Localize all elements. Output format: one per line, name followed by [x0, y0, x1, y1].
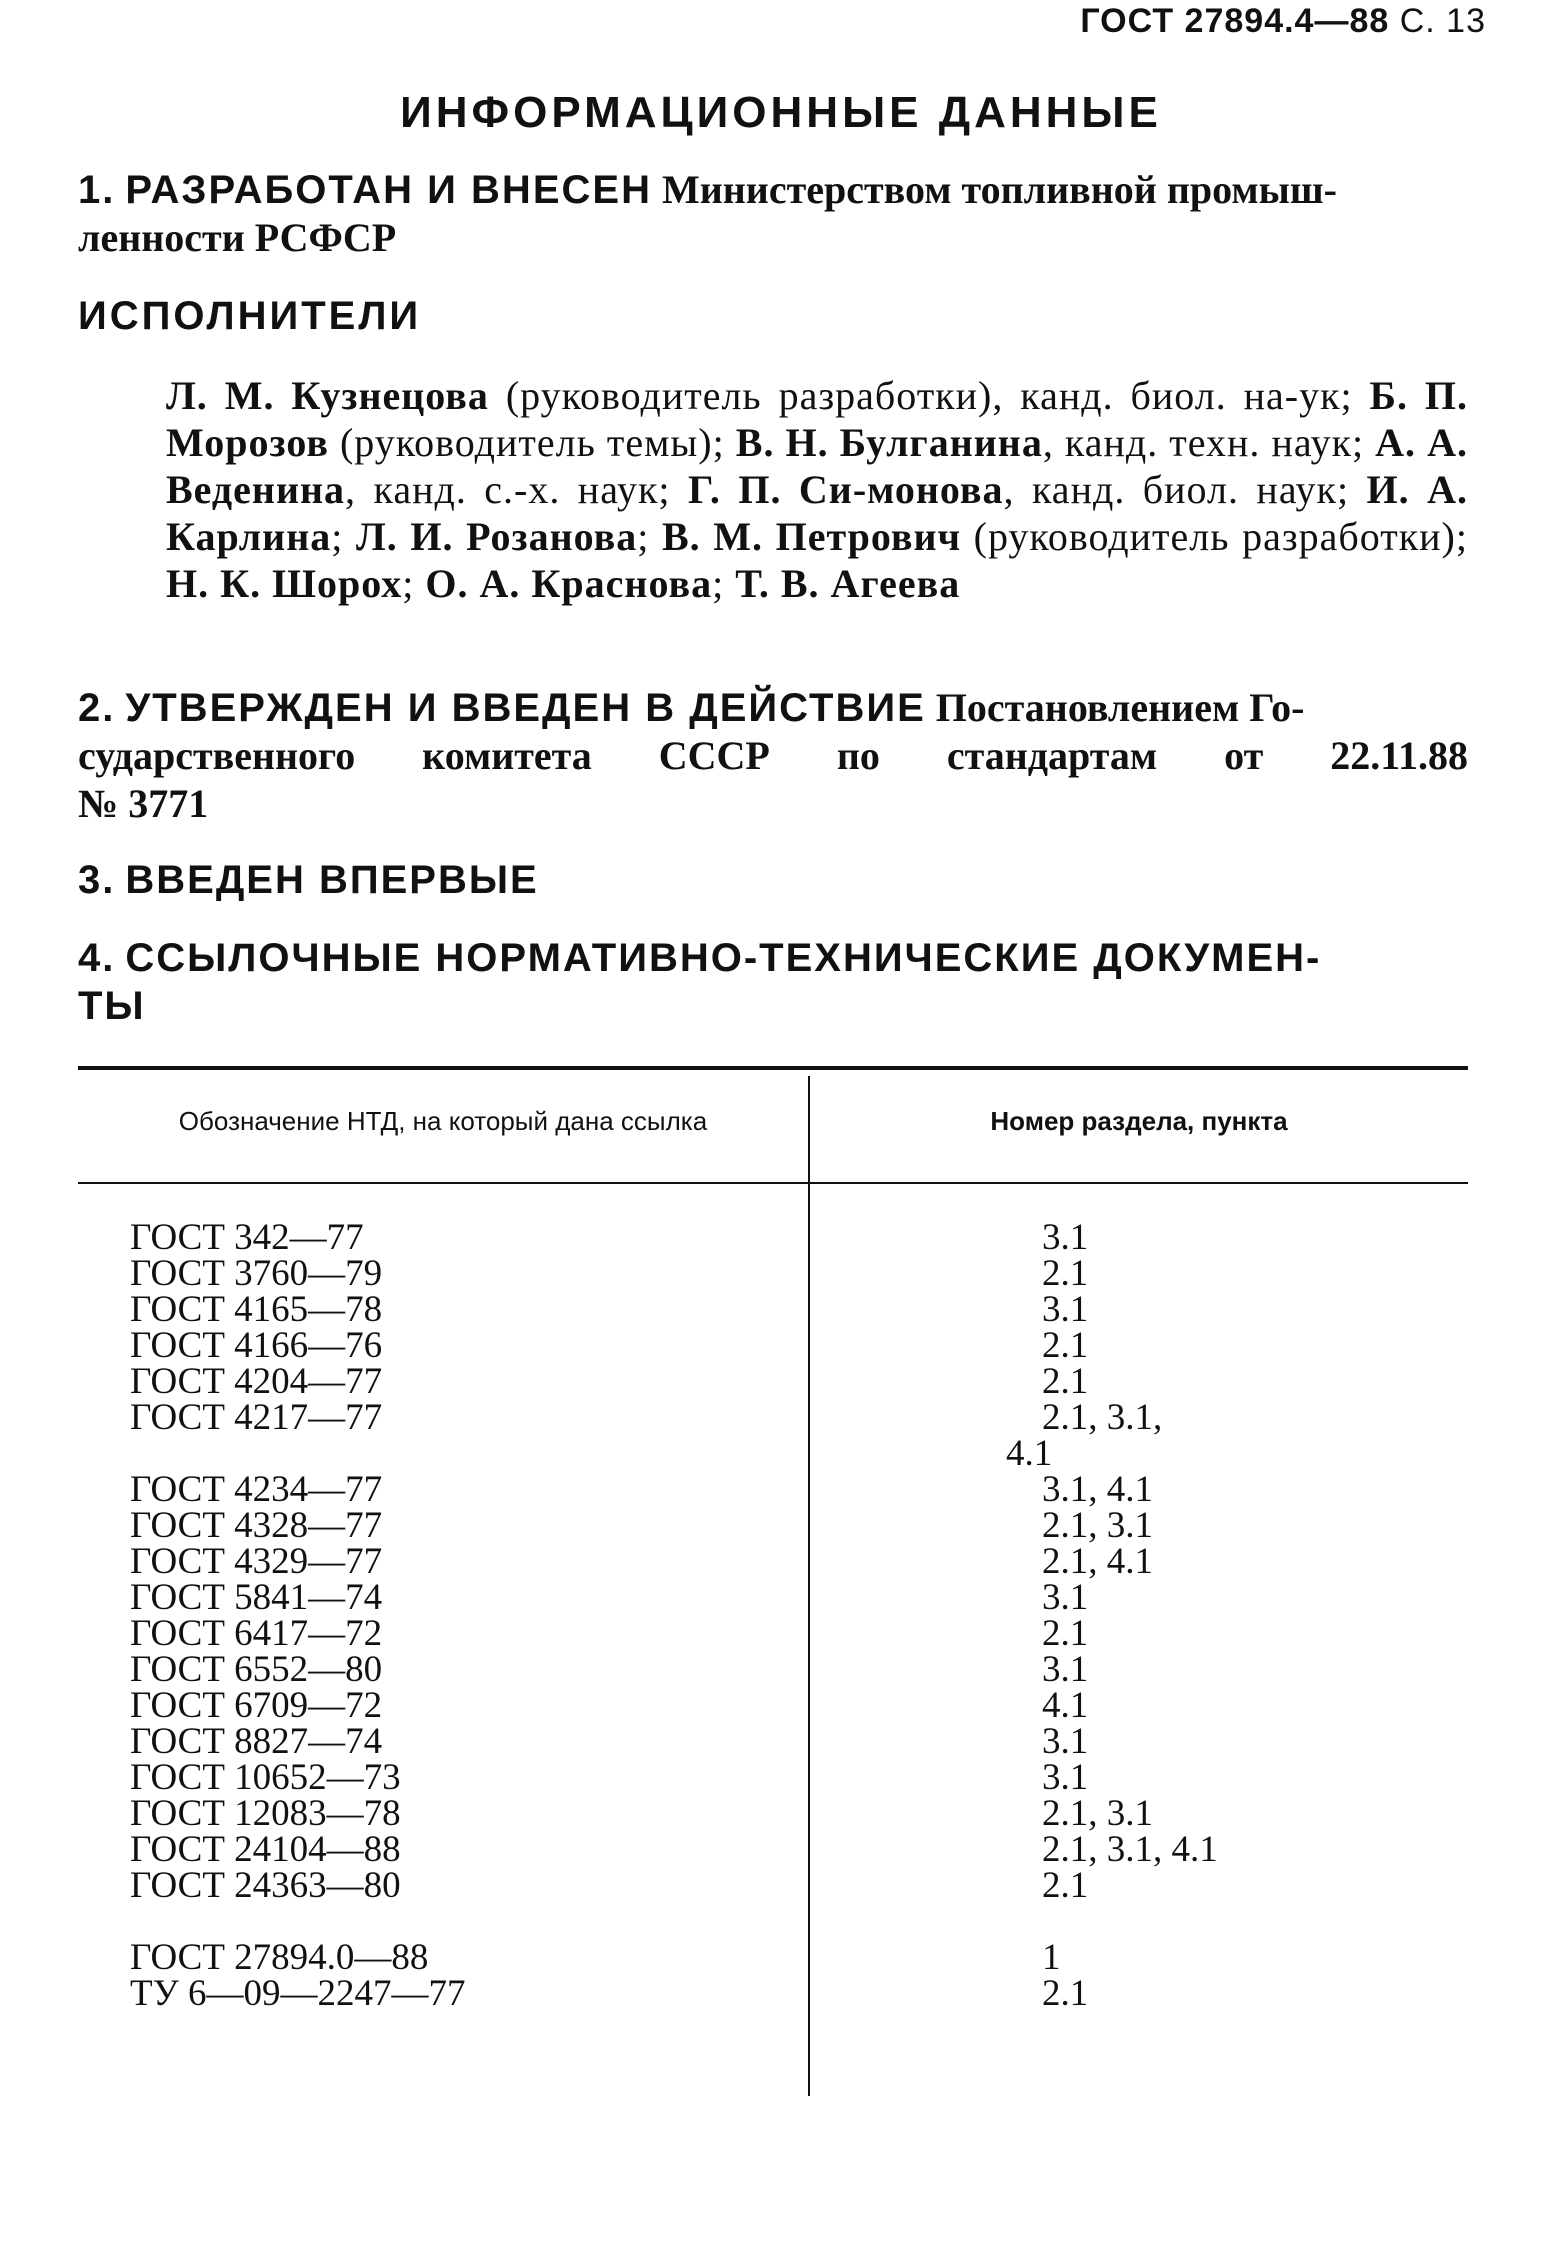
executor-name: О. А. Краснова — [425, 561, 713, 606]
doc-designation: ГОСТ 6552—80 — [130, 1649, 383, 1690]
section-number — [1042, 1613, 1089, 1654]
column-header-document: Обозначение НТД, на который дана ссылка — [178, 1106, 708, 1136]
table-row — [78, 1397, 1468, 1474]
section-number — [1042, 1937, 1061, 1978]
section-number — [1042, 1829, 1218, 1870]
doc-designation: ГОСТ 4329—77 — [130, 1541, 383, 1582]
table-row — [78, 1325, 1468, 1366]
section-number — [1042, 1865, 1089, 1906]
executor-name: Л. М. Кузнецова — [166, 373, 489, 418]
section-number-value: 2.1, 3.1 — [1042, 1505, 1153, 1546]
section-number-value: 3.1 — [1042, 1577, 1089, 1618]
executor-note: , канд. с.-х. наук; — [345, 467, 688, 512]
section-number — [1042, 1793, 1153, 1834]
doc-designation: ГОСТ 4328—77 — [130, 1505, 383, 1546]
table-row — [78, 1829, 1468, 1870]
executor-note: ; — [402, 561, 426, 606]
section-4-number: 4. — [78, 936, 116, 980]
section-number-value: 2.1 — [1042, 1361, 1089, 1402]
doc-designation: ГОСТ 4166—76 — [130, 1325, 383, 1366]
table-row — [78, 1721, 1468, 1762]
section-number — [1042, 1361, 1089, 1402]
section-number-value: 3.1 — [1042, 1757, 1089, 1798]
section-number-value: 2.1 — [1042, 1865, 1089, 1906]
section-number-value: 3.1 — [1042, 1649, 1089, 1690]
section-number-value: 4.1 — [1042, 1685, 1089, 1726]
table-row — [78, 1793, 1468, 1834]
table-row — [78, 1577, 1468, 1618]
section-2-decree-number: № 3771 — [78, 781, 209, 826]
section-number — [1042, 1649, 1089, 1690]
section-number-value: 1 — [1042, 1937, 1061, 1978]
doc-designation: ГОСТ 342—77 — [130, 1217, 364, 1258]
page-number: С. 13 — [1399, 2, 1486, 40]
doc-designation: ГОСТ 12083—78 — [130, 1793, 401, 1834]
executor-name: Л. И. Розанова — [355, 514, 638, 559]
section-3-number: 3. — [78, 858, 116, 902]
executor-note: (руководитель разработки); — [961, 514, 1468, 559]
section-2-heading: УТВЕРЖДЕН И ВВЕДЕН В ДЕЙСТВИЕ — [125, 686, 926, 730]
doc-designation: ГОСТ 6709—72 — [130, 1685, 383, 1726]
section-number-value: 3.1 — [1042, 1217, 1089, 1258]
table-row — [78, 1253, 1468, 1294]
section-number — [1042, 1253, 1089, 1294]
section-number-value: 2.1 — [1042, 1973, 1089, 2014]
executor-name: В. М. Петрович — [661, 514, 962, 559]
section-1-number: 1. — [78, 168, 116, 212]
doc-designation: ГОСТ 6417—72 — [130, 1613, 383, 1654]
section-number — [1042, 1685, 1089, 1726]
section-number — [1042, 1325, 1089, 1366]
section-number-value: 2.1, 3.1 — [1042, 1793, 1153, 1834]
executor-note: , канд. биол. наук; — [1003, 467, 1367, 512]
doc-designation: ГОСТ 4217—77 — [130, 1397, 383, 1438]
section-number-value: 3.1 — [1042, 1289, 1089, 1330]
table-row — [78, 1685, 1468, 1726]
executor-note: ; — [331, 514, 356, 559]
doc-designation: ГОСТ 24104—88 — [130, 1829, 401, 1870]
executor-note: (руководитель темы); — [328, 420, 736, 465]
section-number — [1042, 1541, 1153, 1582]
doc-designation: ТУ 6—09—2247—77 — [130, 1973, 466, 2014]
table-body — [78, 1217, 1468, 2014]
section-1-text-cont: ленности РСФСР — [78, 215, 397, 260]
section-3-heading: ВВЕДЕН ВПЕРВЫЕ — [125, 858, 539, 902]
table-row — [78, 1865, 1468, 1906]
table-row — [78, 1289, 1468, 1330]
doc-designation: ГОСТ 4234—77 — [130, 1469, 383, 1510]
section-number-value: 2.1 — [1042, 1253, 1089, 1294]
doc-designation: ГОСТ 10652—73 — [130, 1757, 401, 1798]
doc-designation: ГОСТ 4165—78 — [130, 1289, 383, 1330]
table-top-rule — [78, 1066, 1468, 1070]
executors-heading: ИСПОЛНИТЕЛИ — [78, 294, 422, 338]
section-number — [1042, 1757, 1089, 1798]
doc-designation: ГОСТ 27894.0—88 — [130, 1937, 429, 1978]
table-row — [78, 1973, 1468, 2014]
executor-note: ; — [712, 561, 736, 606]
executor-note: (руководитель разработки), канд. биол. на-ук; — [488, 373, 1370, 418]
section-number-value: 3.1 — [1042, 1721, 1089, 1762]
section-2 — [78, 684, 1468, 828]
section-number — [1042, 1469, 1153, 1510]
section-number — [1042, 1289, 1089, 1330]
section-number — [1006, 1397, 1163, 1474]
executor-name: Г. П. Си-монова — [687, 467, 1004, 512]
executor-note: , канд. техн. наук; — [1042, 420, 1376, 465]
section-1-heading: РАЗРАБОТАН И ВНЕСЕН — [125, 168, 652, 212]
section-number — [1042, 1217, 1089, 1258]
section-2-number: 2. — [78, 686, 116, 730]
doc-designation: ГОСТ 3760—79 — [130, 1253, 383, 1294]
executor-name: В. Н. Булганина — [735, 420, 1043, 465]
page-header — [1080, 2, 1486, 41]
section-4-heading-cont: ТЫ — [78, 984, 146, 1028]
section-number-value: 2.1 — [1042, 1325, 1089, 1366]
doc-designation: ГОСТ 5841—74 — [130, 1577, 383, 1618]
table-header-rule — [78, 1182, 1468, 1184]
section-1-text: Министерством топливной промыш- — [661, 167, 1337, 212]
table-row — [78, 1361, 1468, 1402]
executor-note: ; — [637, 514, 662, 559]
executor-name: И. А. Карлина — [166, 467, 1468, 559]
executor-name: Н. К. Шорох — [166, 561, 403, 606]
executors-list — [166, 372, 1468, 607]
table-row — [78, 1217, 1468, 1258]
section-number-value: 2.1, 4.1 — [1042, 1541, 1153, 1582]
doc-designation: ГОСТ 24363—80 — [130, 1865, 401, 1906]
section-number-value: 2.1, 3.1, 4.1 — [1042, 1829, 1218, 1870]
section-4 — [78, 934, 1468, 1030]
section-number — [1042, 1721, 1089, 1762]
section-number — [1042, 1505, 1153, 1546]
column-header-section: Номер раздела, пункта — [990, 1106, 1288, 1136]
doc-designation: ГОСТ 4204—77 — [130, 1361, 383, 1402]
table-row — [78, 1541, 1468, 1582]
executor-name: Б. П. Морозов — [166, 373, 1468, 465]
section-1 — [78, 166, 1468, 262]
section-number — [1042, 1973, 1089, 2014]
section-3 — [78, 856, 1468, 904]
table-row — [78, 1505, 1468, 1546]
section-2-text: Постановлением Го- — [935, 685, 1305, 730]
section-number — [1042, 1577, 1089, 1618]
table-row — [78, 1649, 1468, 1690]
section-number-value: 2.1, 3.1, — [1042, 1397, 1163, 1438]
table-row — [78, 1937, 1468, 1978]
document-code: ГОСТ 27894.4—88 — [1080, 2, 1390, 40]
executor-name: Т. В. Агеева — [735, 561, 961, 606]
page-title: ИНФОРМАЦИОННЫЕ ДАННЫЕ — [400, 88, 1162, 137]
executor-name: А. А. Веденина — [166, 420, 1468, 512]
section-2-text-cont: сударственного комитета СССР по стандартам от 22.11.88 — [78, 733, 1468, 778]
doc-designation: ГОСТ 8827—74 — [130, 1721, 383, 1762]
section-4-heading: ССЫЛОЧНЫЕ НОРМАТИВНО-ТЕХНИЧЕСКИЕ ДОКУМЕН- — [125, 936, 1322, 980]
table-row — [78, 1613, 1468, 1654]
section-number-value: 2.1 — [1042, 1613, 1089, 1654]
section-number-value: 3.1, 4.1 — [1042, 1469, 1153, 1510]
table-row — [78, 1469, 1468, 1510]
table-row — [78, 1757, 1468, 1798]
section-number-cont: 4.1 — [1006, 1433, 1053, 1474]
